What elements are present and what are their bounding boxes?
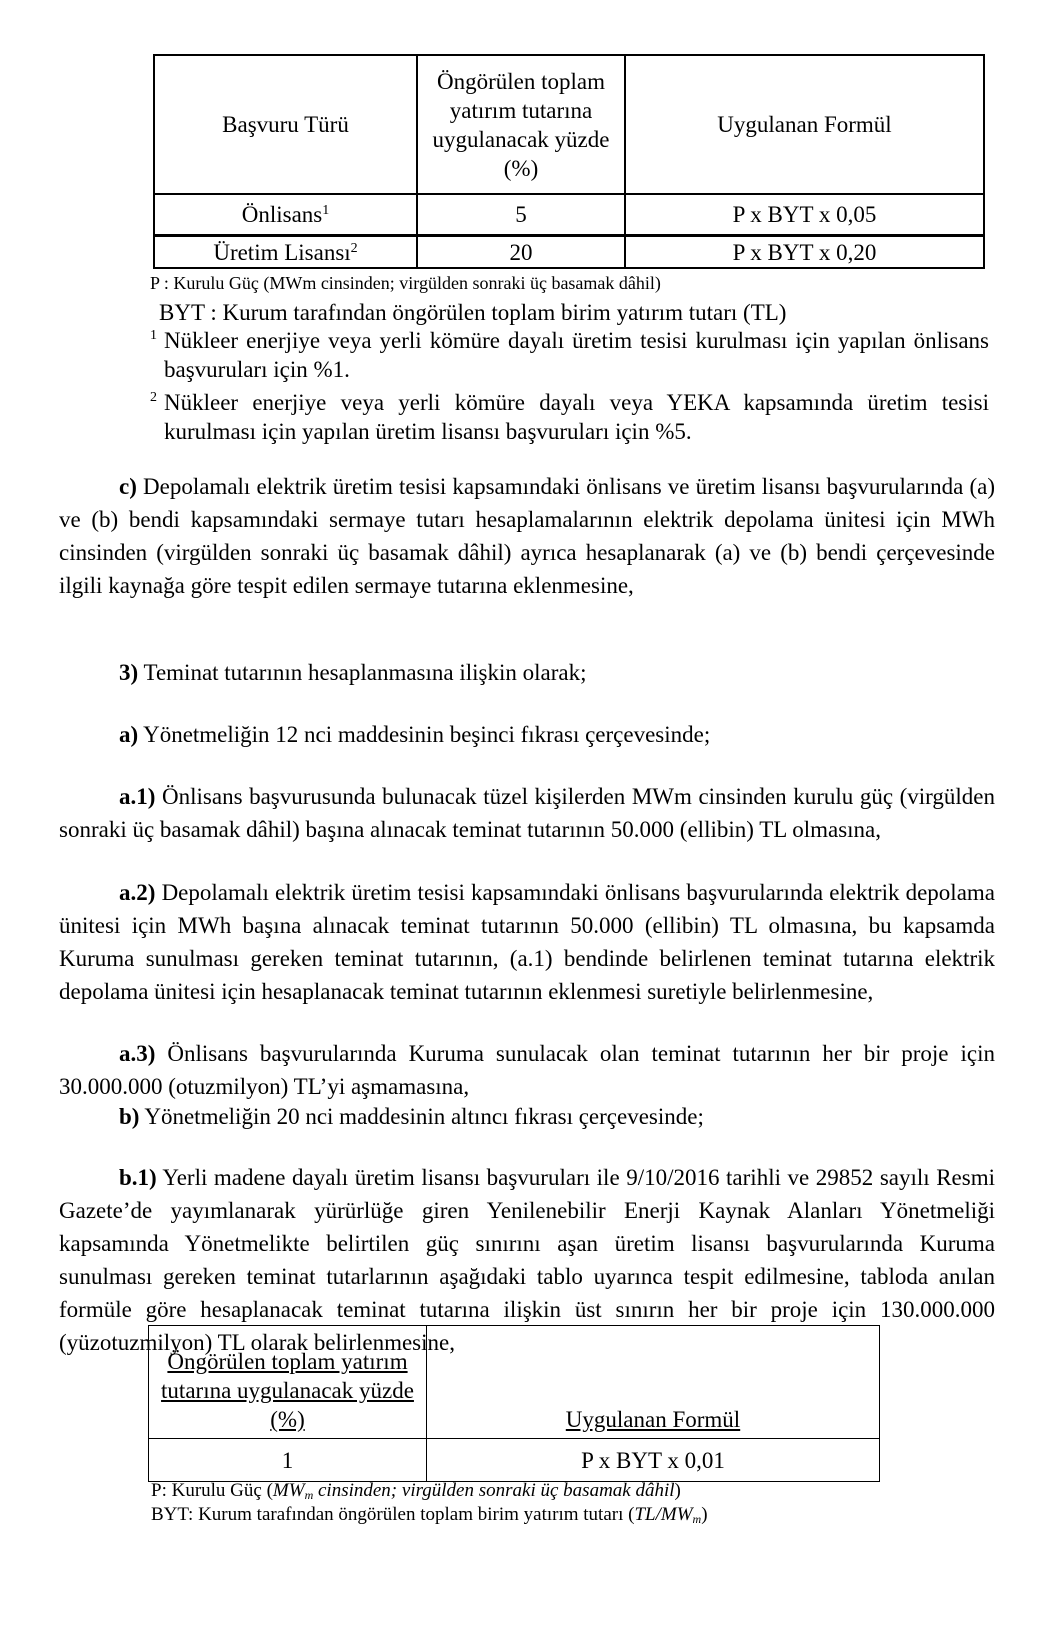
paragraph-a3: a.3) Önlisans başvurularında Kuruma sunulacak olan teminat tutarının her bir proje için 30.000.000 (otuzmilyon) TL’yi aşmamasına, bbox=[59, 1041, 995, 1099]
footnote-ref: 2 bbox=[350, 240, 358, 256]
paragraph-b1: b.1) Yerli madene dayalı üretim lisansı başvuruları ile 9/10/2016 tarihli ve 29852 sayılı Resmi Gazete’de yayımlanarak yürürlüğe giren Yenilenebilir Enerji Kaynak Alanları Yönetmeliği kapsamında Yönetmelikte belirtilen güç sınırını aşan üretim lisansı başvurularında Kuruma sunulması gereken teminat tutarlarının aşağıdaki tablo uyarınca tespit edilmesine, tabloda anılan formüle göre hesaplanacak teminat tutarına ilişkin üst sınırın her bir proje için 130.000.000 (yüzotuzmilyon) TL olarak belirlenmesine, bbox=[59, 1165, 995, 1355]
table-row bbox=[154, 236, 984, 269]
table-cell: 20 bbox=[417, 236, 625, 269]
paragraph-label: a.1) bbox=[119, 784, 156, 809]
table-cell: P x BYT x 0,20 bbox=[625, 236, 984, 269]
guarantee-table bbox=[148, 1325, 880, 1482]
p-definition-note-2: P: Kurulu Güç ($MW_m$ cinsinden; virgülden sonraki üç basamak dâhil) bbox=[151, 1480, 681, 1502]
footnote-mark: 2 bbox=[150, 390, 157, 405]
column-header: Öngörülen toplam yatırım tutarına uygulanacak yüzde (%) bbox=[417, 55, 625, 194]
footnote-mark: 1 bbox=[150, 328, 157, 343]
column-header: Başvuru Türü bbox=[154, 55, 417, 194]
footnote-1 bbox=[150, 326, 995, 384]
byt-definition-note: BYT : Kurum tarafından öngörülen toplam birim yatırım tutarı (TL) bbox=[159, 300, 787, 325]
column-header: Uygulanan Formül bbox=[427, 1326, 880, 1439]
paragraph-label: b) bbox=[119, 1104, 140, 1129]
paragraph-label: c) bbox=[119, 474, 137, 499]
table-row bbox=[154, 194, 984, 236]
paragraph-label: a.2) bbox=[119, 880, 156, 905]
paragraph-label: a) bbox=[119, 722, 139, 747]
footnote-text: Nükleer enerjiye veya yerli kömüre dayalı veya YEKA kapsamında üretim tesisi kurulması için yapılan üretim lisansı başvuruları için %5. bbox=[164, 390, 989, 444]
footnote-ref: 1 bbox=[322, 203, 330, 218]
table-row bbox=[149, 1439, 880, 1482]
table-cell: Üretim Lisansı$^2$ bbox=[154, 236, 417, 269]
paragraph-b: b) Yönetmeliğin 20 nci maddesinin altıncı fıkrası çerçevesinde; bbox=[119, 1104, 704, 1129]
paragraph-a: a) Yönetmeliğin 12 nci maddesinin beşinci fıkrası çerçevesinde; bbox=[119, 722, 711, 747]
p-definition-note: P : Kurulu Güç (MWm cinsinden; virgülden sonraki üç basamak dâhil) bbox=[150, 273, 661, 293]
investment-percent-table bbox=[153, 54, 985, 269]
paragraph-c: c) Depolamalı elektrik üretim tesisi kapsamındaki önlisans ve üretim lisansı başvurularında (a) ve (b) bendi kapsamındaki sermaye tutarı hesaplamalarının elektrik depolama ünitesi için MWh cinsinden (virgülden sonraki üç basamak dâhil) ayrıca hesaplanarak (a) ve (b) bendi çerçevesinde ilgili kaynağa göre tespit edilen sermaye tutarına eklenmesine, bbox=[59, 474, 996, 598]
paragraph-a2: a.2) Depolamalı elektrik üretim tesisi kapsamındaki önlisans başvurularında elektrik depolama ünitesi için MWh başına alınacak teminat tutarının 50.000 (ellibin) TL olmasına, bu kapsamda Kuruma sunulması gereken teminat tutarının, (a.1) bendinde belirlenen teminat tutarına elektrik depolama ünitesi için hesaplanacak teminat tutarının eklenmesi suretiyle belirlenmesine, bbox=[59, 880, 995, 1004]
column-header: Öngörülen toplam yatırım tutarına uygulanacak yüzde (%) bbox=[149, 1326, 427, 1439]
byt-definition-note-2: BYT: Kurum tarafından öngörülen toplam birim yatırım tutarı $(TL/MW_m)$ bbox=[151, 1504, 708, 1526]
paragraph-label: 3) bbox=[119, 660, 139, 685]
paragraph-label: a.3) bbox=[119, 1041, 156, 1066]
table-cell: Önlisans$^1$ bbox=[154, 194, 417, 236]
column-header: Uygulanan Formül bbox=[625, 55, 984, 194]
table-cell: P x BYT x 0,01 bbox=[427, 1439, 880, 1482]
table-header-row bbox=[149, 1326, 880, 1439]
table-cell: P x BYT x 0,05 bbox=[625, 194, 984, 236]
table-cell: 5 bbox=[417, 194, 625, 236]
paragraph-3: 3) Teminat tutarının hesaplanmasına ilişkin olarak; bbox=[119, 660, 587, 685]
table-header-row bbox=[154, 55, 984, 194]
footnote-text: Nükleer enerjiye veya yerli kömüre dayalı üretim tesisi kurulması için yapılan önlisans başvuruları için %1. bbox=[164, 328, 989, 382]
table-cell: 1 bbox=[149, 1439, 427, 1482]
paragraph-label: b.1) bbox=[119, 1165, 157, 1190]
footnote-2 bbox=[150, 388, 995, 446]
paragraph-a1: a.1) Önlisans başvurusunda bulunacak tüzel kişilerden MWm cinsinden kurulu güç (virgülden sonraki üç basamak dâhil) başına alınacak teminat tutarının 50.000 (ellibin) TL olmasına, bbox=[59, 784, 996, 842]
